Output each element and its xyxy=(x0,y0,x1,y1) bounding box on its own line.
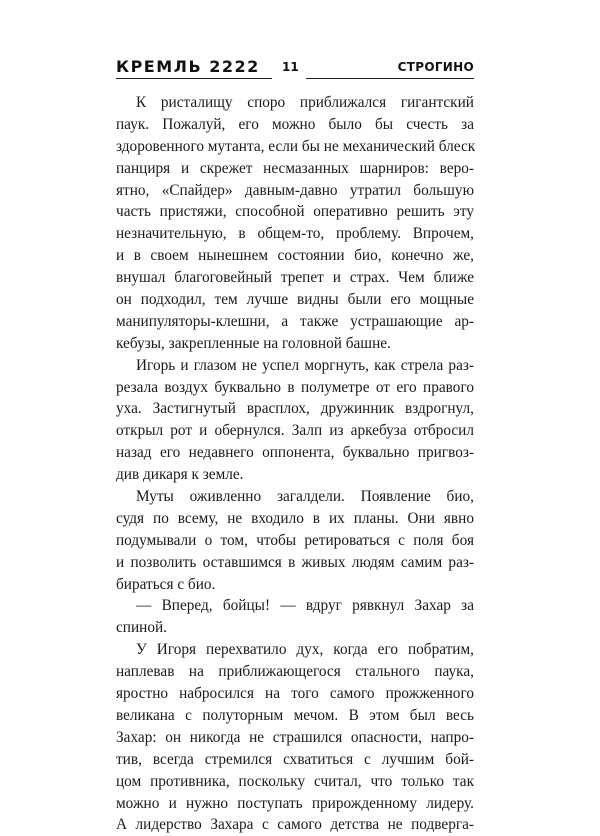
text-line: кебузы, закрепленные на головной башне. xyxy=(116,334,391,352)
text-line: назад его недавнего оппонента, буквально пригвоз- xyxy=(116,444,474,462)
text-line: резала воздух буквально в полуметре от его правого xyxy=(116,378,474,396)
text-line: подумывали о том, чтобы ретироваться с поля боя xyxy=(116,531,474,549)
text-line: — Вперед, бойцы! — вдруг рявкнул Захар за xyxy=(136,597,474,615)
paragraph xyxy=(116,595,474,639)
text-line: часть пристяжи, способной оперативно решить эту xyxy=(116,203,474,221)
text-line: тив, всегда стремился схватиться с лучшим бой- xyxy=(116,750,474,768)
text-line: великана с полуторным мечом. В этом был весь xyxy=(116,706,474,724)
paragraph xyxy=(116,355,474,486)
body-text xyxy=(116,92,474,836)
text-line: внушал благоговейный трепет и страх. Чем ближе xyxy=(116,269,474,287)
text-line: он подходил, тем лучше видны были его мощные xyxy=(116,291,474,309)
page-number: 11 xyxy=(282,60,299,74)
series-title: КРЕМЛЬ 2222 xyxy=(116,57,260,76)
text-line: открыл рот и обернулся. Залп из аркебуза отбросил xyxy=(116,422,474,440)
text-line: уха. Застигнутый врасплох, дружинник вздрогнул, xyxy=(116,400,474,418)
chapter-title: СТРОГИНО xyxy=(397,60,474,74)
text-line: див дикаря к земле. xyxy=(116,466,244,484)
header-rule-right xyxy=(306,78,474,79)
paragraph xyxy=(116,92,474,355)
text-line: манипуляторы-клешни, а также устрашающие ар- xyxy=(116,312,474,330)
text-line: А лидерство Захара с самого детства не подверга- xyxy=(116,816,474,834)
text-line: яростно набросился на того самого прожженного xyxy=(116,685,474,703)
text-line: Игорь и глазом не успел моргнуть, как стрела раз- xyxy=(136,356,474,374)
text-line: и в своем нынешнем состоянии био, конечно же, xyxy=(116,247,474,265)
text-line: можно и нужно поступать прирожденному лидеру. xyxy=(116,794,474,812)
running-header xyxy=(116,58,474,80)
text-line: панциря и скрежет несмазанных шарниров: веро- xyxy=(116,159,474,177)
text-line: спиной. xyxy=(116,619,168,637)
text-line: Муты оживленно загалдели. Появление био, xyxy=(136,488,474,506)
text-line: судя по всему, не входило в их планы. Они явно xyxy=(116,509,474,527)
text-line: и позволить оставшимся в живых людям самим раз- xyxy=(116,553,474,571)
paragraph xyxy=(116,486,474,595)
text-line: паук. Пожалуй, его можно было бы счесть за xyxy=(116,115,474,133)
text-line: здоровенного мутанта, если бы не механический блеск xyxy=(116,137,476,155)
text-line: У Игоря перехватило дух, когда его побратим, xyxy=(136,641,474,659)
header-rule-left xyxy=(116,78,272,79)
text-line: ятно, «Спайдер» давным-давно утратил большую xyxy=(116,181,474,199)
text-line: незначительную, в общем-то, проблему. Впрочем, xyxy=(116,225,474,243)
paragraph xyxy=(116,639,474,836)
text-line: Захар: он никогда не страшился опасности, напро- xyxy=(116,728,474,746)
text-line: наплевав на приближающегося стального паука, xyxy=(116,663,474,681)
text-line: К ристалищу споро приближался гигантский xyxy=(136,94,474,111)
text-line: цом противника, поскольку считал, что только так xyxy=(116,772,474,790)
text-line: бираться с био. xyxy=(116,575,216,593)
